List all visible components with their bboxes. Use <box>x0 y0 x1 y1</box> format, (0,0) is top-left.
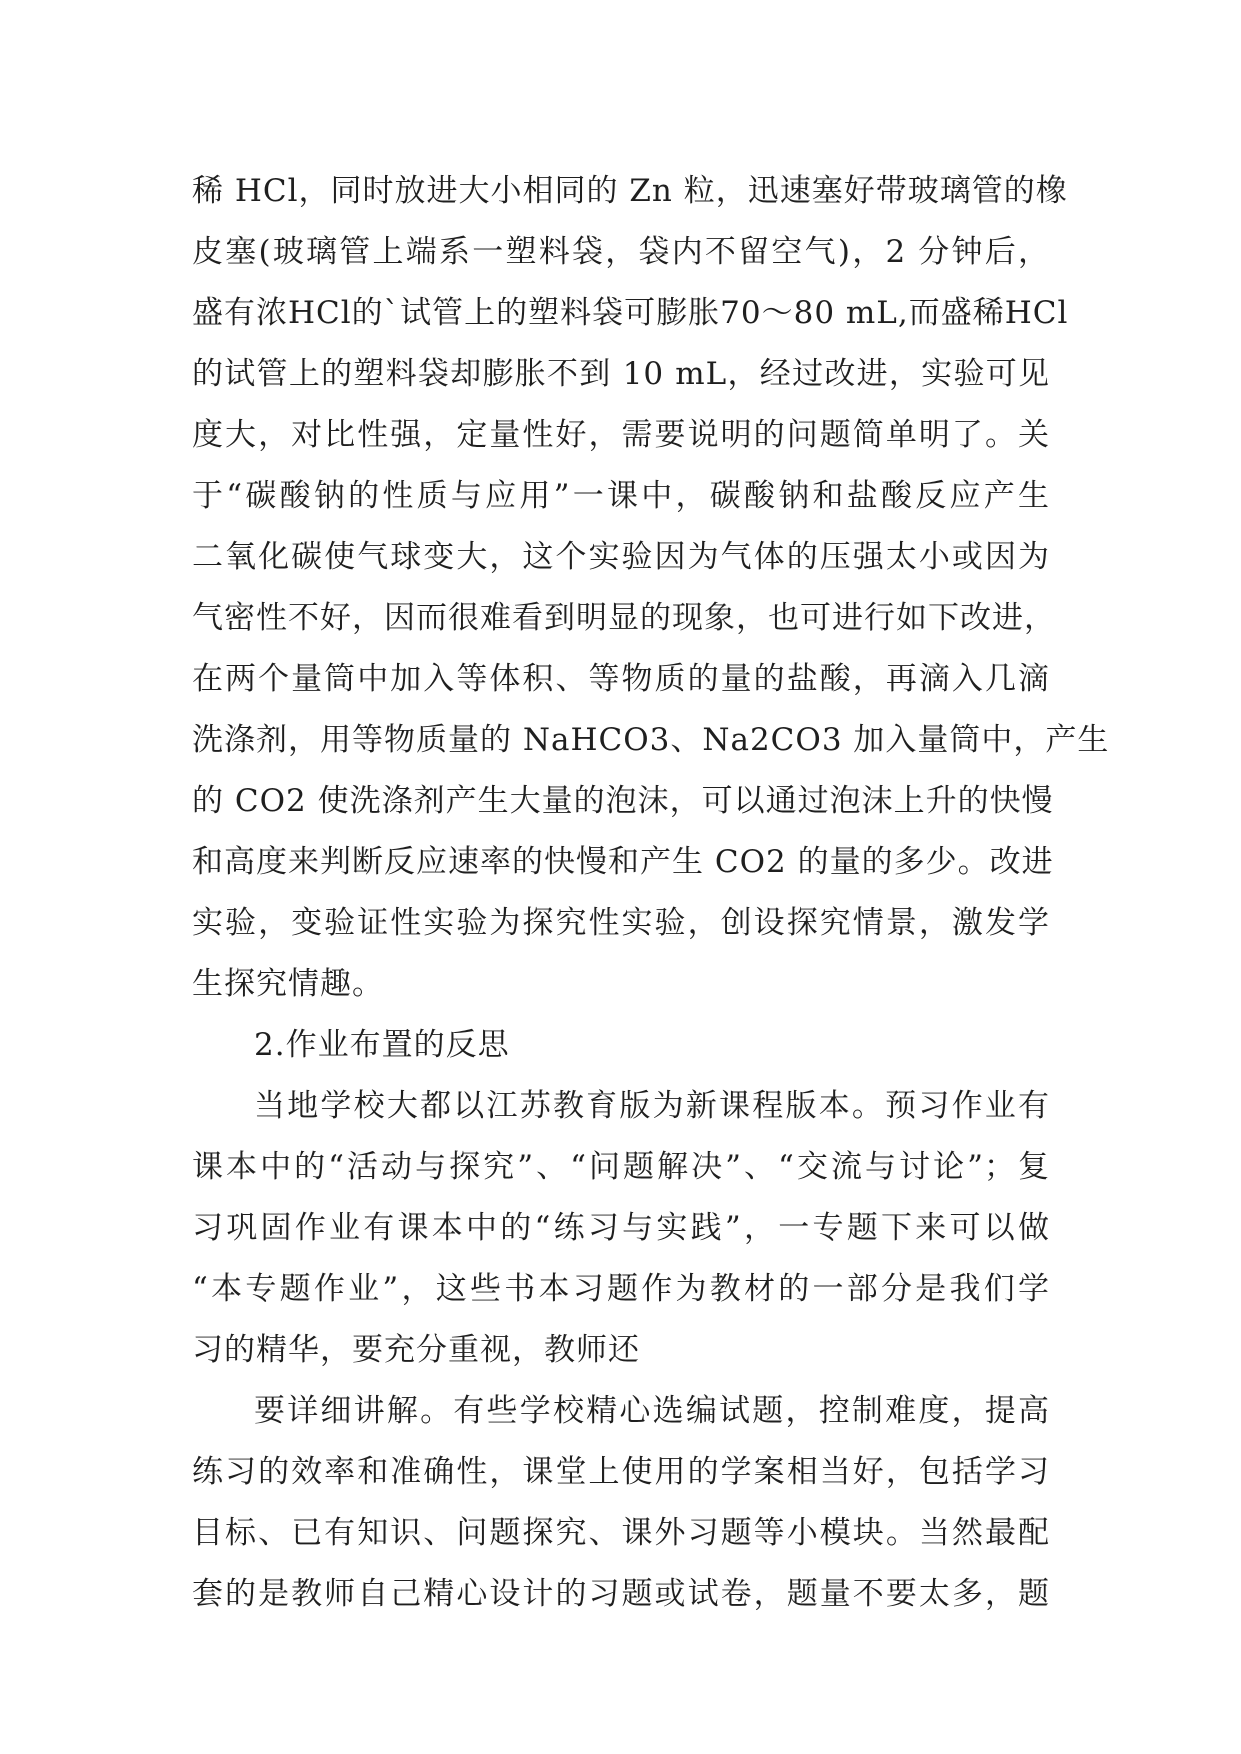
text-line: 稀 HCl，同时放进大小相同的 Zn 粒，迅速塞好带玻璃管的橡 <box>192 173 1068 209</box>
text-line: 的试管上的塑料袋却膨胀不到 10 mL，经过改进，实验可见 <box>192 356 1050 392</box>
text-line: 目标、已有知识、问题探究、课外习题等小模块。当然最配 <box>192 1515 1050 1551</box>
text-line: 的 CO2 使洗涤剂产生大量的泡沫，可以通过泡沫上升的快慢 <box>192 783 1054 819</box>
text-line: 皮塞(玻璃管上端系一塑料袋，袋内不留空气)，2 分钟后， <box>192 234 1050 270</box>
text-line: 盛有浓HCl的`试管上的塑料袋可膨胀70～80 mL,而盛稀HCl <box>192 295 1069 331</box>
text-line: 二氧化碳使气球变大，这个实验因为气体的压强太小或因为 <box>192 539 1050 575</box>
text-line: 习巩固作业有课本中的“练习与实践”，一专题下来可以做 <box>192 1210 1050 1246</box>
text-line: 洗涤剂，用等物质量的 NaHCO3、Na2CO3 加入量筒中，产生 <box>192 722 1110 758</box>
text-line: 课本中的“活动与探究”、“问题解决”、“交流与讨论”；复 <box>192 1149 1050 1185</box>
section-heading: 2.作业布置的反思 <box>254 1027 510 1063</box>
text-line: 于“碳酸钠的性质与应用”一课中，碳酸钠和盐酸反应产生 <box>192 478 1050 514</box>
text-line: 习的精华，要充分重视，教师还 <box>192 1332 640 1368</box>
text-line: 生探究情趣。 <box>192 966 384 1002</box>
text-line: 套的是教师自己精心设计的习题或试卷，题量不要太多，题 <box>192 1576 1050 1612</box>
text-line: “本专题作业”，这些书本习题作为教材的一部分是我们学 <box>192 1271 1050 1307</box>
text-line: 实验，变验证性实验为探究性实验，创设探究情景，激发学 <box>192 905 1050 941</box>
text-line: 在两个量筒中加入等体积、等物质的量的盐酸，再滴入几滴 <box>192 661 1050 697</box>
text-line: 气密性不好，因而很难看到明显的现象，也可进行如下改进， <box>192 600 1056 636</box>
paragraph-first-line: 要详细讲解。有些学校精心选编试题，控制难度，提高 <box>254 1393 1050 1429</box>
text-line: 练习的效率和准确性，课堂上使用的学案相当好，包括学习 <box>192 1454 1050 1490</box>
body-text <box>192 161 1110 1625</box>
text-line: 度大，对比性强，定量性好，需要说明的问题简单明了。关 <box>192 417 1050 453</box>
paragraph-first-line: 当地学校大都以江苏教育版为新课程版本。预习作业有 <box>254 1088 1050 1124</box>
text-line: 和高度来判断反应速率的快慢和产生 CO2 的量的多少。改进 <box>192 844 1054 880</box>
